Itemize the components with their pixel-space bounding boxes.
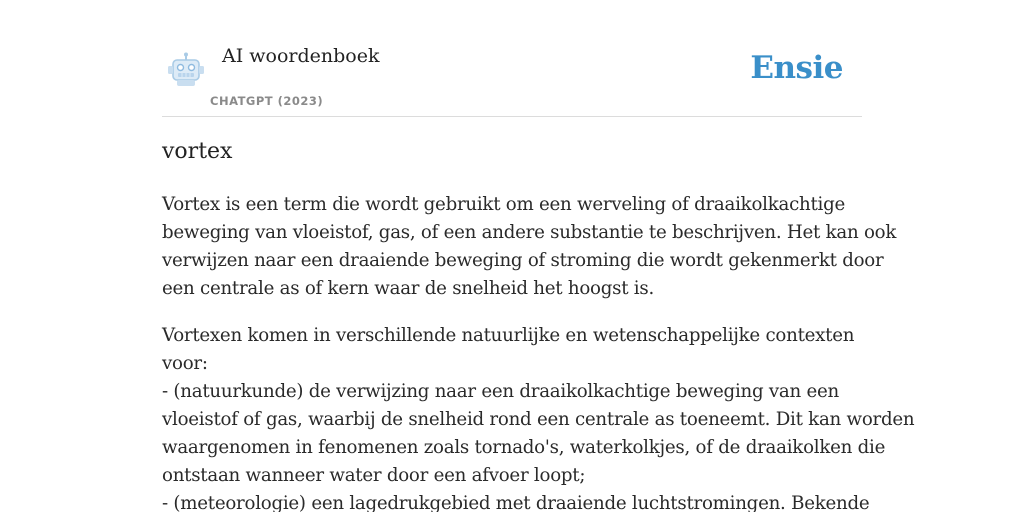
robot-icon bbox=[166, 52, 206, 88]
text-line: - (natuurkunde) de verwijzing naar een draaikolkachtige beweging van een bbox=[162, 381, 840, 402]
text-line: vloeistof of gas, waarbij de snelheid rond een centrale as toeneemt. Dit kan worden bbox=[162, 409, 915, 430]
entry-definition bbox=[162, 191, 915, 512]
brand-logo[interactable]: Ensie bbox=[750, 50, 843, 86]
entry-term: vortex bbox=[162, 139, 233, 164]
text-line: waargenomen in fenomenen zoals tornado's, waterkolkjes, of de draaikolken die bbox=[162, 437, 886, 458]
definition-paragraph-1 bbox=[162, 191, 897, 303]
text-line: Vortexen komen in verschillende natuurlijke en wetenschappelijke contexten bbox=[162, 325, 855, 346]
text-line: beweging van vloeistof, gas, of een andere substantie te beschrijven. Het kan ook bbox=[162, 222, 897, 243]
definition-paragraph-2 bbox=[162, 322, 915, 512]
text-line: een centrale as of kern waar de snelheid het hoogst is. bbox=[162, 278, 654, 299]
text-line: voor: bbox=[162, 353, 208, 374]
text-line: - (meteorologie) een lagedrukgebied met draaiende luchtstromingen. Bekende bbox=[162, 493, 870, 512]
text-line: verwijzen naar een draaiende beweging of stroming die wordt gekenmerkt door bbox=[162, 250, 884, 271]
text-line: Vortex is een term die wordt gebruikt om een werveling of draaikolkachtige bbox=[162, 194, 846, 215]
source-label: CHATGPT (2023) bbox=[210, 94, 324, 108]
dictionary-title[interactable]: AI woordenboek bbox=[222, 45, 380, 67]
text-line: ontstaan wanneer water door een afvoer loopt; bbox=[162, 465, 586, 486]
header bbox=[162, 40, 862, 117]
